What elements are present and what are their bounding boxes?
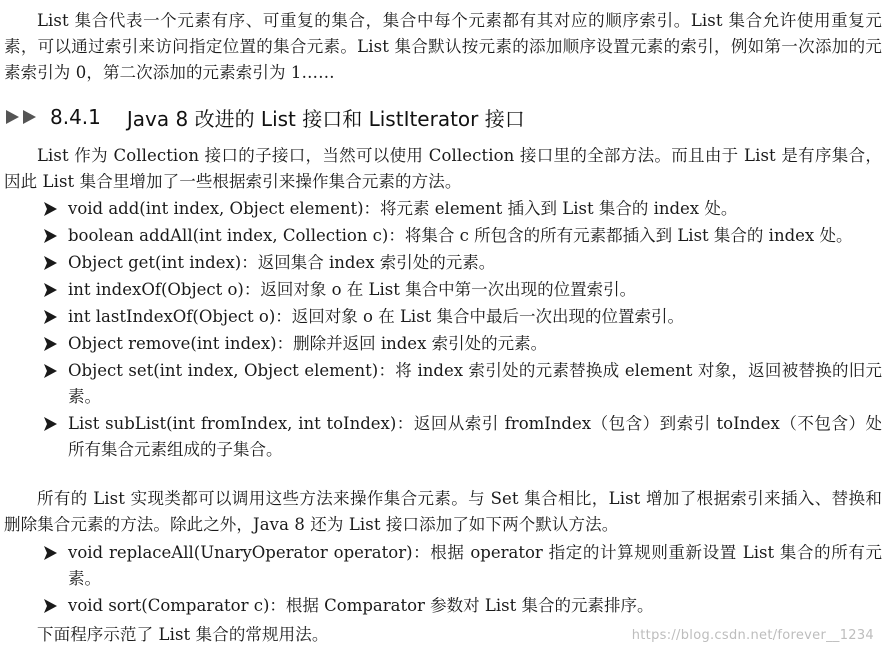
arrow-bullet-icon bbox=[44, 358, 60, 384]
arrow-bullet-icon bbox=[44, 331, 60, 357]
list-item bbox=[44, 331, 882, 357]
intro-paragraph: List 集合代表一个元素有序、可重复的集合，集合中每个元素都有其对应的顺序索引。List 集合允许使用重复元素，可以通过索引来访问指定位置的集合元素。List 集合默认按元素的添加顺序设置元素的索引，例如第一次添加的元素索引为 0，第二次添加的元素索引为 1…… bbox=[4, 11, 882, 82]
watermark: https://blog.csdn.net/forever__1234 bbox=[631, 628, 874, 643]
arrow-bullet-icon bbox=[44, 277, 60, 303]
arrow-bullet-icon bbox=[44, 593, 60, 619]
example-intro-paragraph: 下面程序示范了 List 集合的常规用法。 bbox=[37, 625, 329, 644]
list-item bbox=[44, 277, 882, 303]
method-text: void add(int index, Object element)：将元素 element 插入到 List 集合的 index 处。 bbox=[68, 199, 738, 218]
double-arrow-icon bbox=[6, 109, 40, 125]
list-item bbox=[44, 223, 882, 249]
method-text: Object get(int index)：返回集合 index 索引处的元素。 bbox=[68, 253, 496, 272]
method-text: Object set(int index, Object element)：将 index 索引处的元素替换成 element 对象，返回被替换的旧元素。 bbox=[68, 361, 882, 406]
method-list bbox=[44, 196, 882, 464]
method-text: void replaceAll(UnaryOperator operator)：根据 operator 指定的计算规则重新设置 List 集合的所有元素。 bbox=[68, 543, 882, 588]
list-item bbox=[44, 593, 882, 619]
method-text: int indexOf(Object o)：返回对象 o 在 List 集合中第一次出现的位置索引。 bbox=[68, 280, 637, 299]
method-text: boolean addAll(int index, Collection c)：将集合 c 所包含的所有元素都插入到 List 集合的 index 处。 bbox=[68, 226, 853, 245]
section-title: Java 8 改进的 List 接口和 ListIterator 接口 bbox=[126, 106, 525, 131]
section-heading bbox=[6, 100, 525, 134]
list-item bbox=[44, 250, 882, 276]
implementations-paragraph: 所有的 List 实现类都可以调用这些方法来操作集合元素。与 Set 集合相比，List 增加了根据索引来插入、替换和删除集合元素的方法。除此之外，Java 8 还为 List 接口添加了如下两个默认方法。 bbox=[4, 489, 882, 534]
default-method-list bbox=[44, 540, 882, 620]
arrow-bullet-icon bbox=[44, 223, 60, 249]
arrow-bullet-icon bbox=[44, 411, 60, 437]
arrow-bullet-icon bbox=[44, 304, 60, 330]
section-number: 8.4.1 bbox=[50, 105, 101, 129]
list-item bbox=[44, 304, 882, 330]
list-interface-paragraph: List 作为 Collection 接口的子接口，当然可以使用 Collection 接口里的全部方法。而且由于 List 是有序集合，因此 List 集合里增加了一些根据索引来操作集合元素的方法。 bbox=[4, 146, 882, 191]
method-text: int lastIndexOf(Object o)：返回对象 o 在 List 集合中最后一次出现的位置索引。 bbox=[68, 307, 685, 326]
method-text: List subList(int fromIndex, int toIndex)：返回从索引 fromIndex（包含）到索引 toIndex（不包含）处所有集合元素组成的子集合。 bbox=[68, 414, 882, 459]
method-text: void sort(Comparator c)：根据 Comparator 参数对 List 集合的元素排序。 bbox=[68, 596, 654, 615]
arrow-bullet-icon bbox=[44, 196, 60, 222]
arrow-bullet-icon bbox=[44, 250, 60, 276]
list-item bbox=[44, 196, 882, 222]
arrow-bullet-icon bbox=[44, 540, 60, 566]
list-item bbox=[44, 411, 882, 463]
list-item bbox=[44, 358, 882, 410]
list-item bbox=[44, 540, 882, 592]
method-text: Object remove(int index)：删除并返回 index 索引处的元素。 bbox=[68, 334, 548, 353]
